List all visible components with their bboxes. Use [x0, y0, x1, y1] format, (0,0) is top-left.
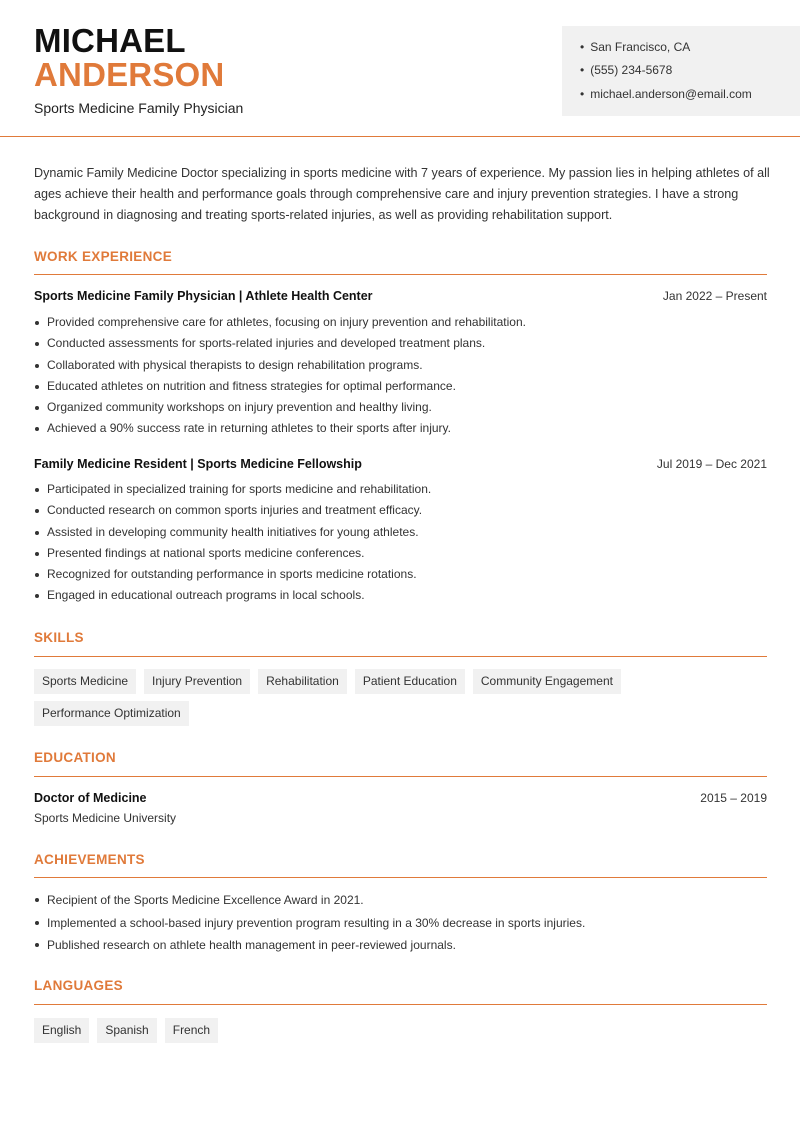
section-divider [34, 274, 767, 275]
job-bullet-list [34, 312, 526, 440]
list-item: Educated athletes on nutrition and fitness strategies for optimal performance. [34, 376, 526, 397]
languages-row [34, 1018, 218, 1043]
skill-chip: Sports Medicine [34, 669, 136, 694]
skills-row [34, 669, 621, 694]
list-item: Presented findings at national sports medicine conferences. [34, 543, 431, 564]
education-dates: 2015 – 2019 [700, 791, 767, 805]
education-school: Sports Medicine University [34, 811, 177, 825]
skill-chip: Community Engagement [473, 669, 621, 694]
first-name: MICHAEL [34, 22, 186, 59]
section-divider [34, 656, 767, 657]
list-item: Conducted research on common sports injuries and treatment efficacy. [34, 500, 431, 521]
list-item: Recipient of the Sports Medicine Excellence Award in 2021. [34, 889, 585, 912]
section-title-work: WORK EXPERIENCE [34, 249, 173, 264]
list-item: Organized community workshops on injury prevention and healthy living. [34, 397, 526, 418]
resume-header [0, 0, 800, 137]
skill-chip: Rehabilitation [258, 669, 347, 694]
list-item: Engaged in educational outreach programs in local schools. [34, 585, 431, 606]
contact-email[interactable]: • michael.anderson@email.com [580, 87, 752, 101]
job-bullet-list [34, 479, 431, 607]
section-divider [34, 877, 767, 878]
achievements-list [34, 889, 585, 957]
language-chip: Spanish [97, 1018, 156, 1043]
list-item: Published research on athlete health management in peer-reviewed journals. [34, 934, 585, 957]
list-item: Provided comprehensive care for athletes, focusing on injury prevention and rehabilitation. [34, 312, 526, 333]
section-title-education: EDUCATION [34, 750, 116, 765]
contact-box [562, 26, 800, 116]
section-title-achievements: ACHIEVEMENTS [34, 852, 145, 867]
section-divider [34, 776, 767, 777]
profile-summary: Dynamic Family Medicine Doctor specializing in sports medicine with 7 years of experience. My passion lies in helping athletes of all ages achieve their health and performance goals through comprehensive care and injury prevention strategies. I have a strong background in diagnosing and treating sports-related injuries, as well as providing rehabilitation support. [34, 166, 770, 222]
job-dates: Jul 2019 – Dec 2021 [656, 457, 767, 471]
list-item: Participated in specialized training for sports medicine and rehabilitation. [34, 479, 431, 500]
skill-chip: Injury Prevention [144, 669, 250, 694]
list-item: Conducted assessments for sports-related injuries and developed treatment plans. [34, 333, 526, 354]
language-chip: French [165, 1018, 218, 1043]
contact-phone: • (555) 234-5678 [580, 63, 672, 77]
job-title: Sports Medicine Family Physician [34, 100, 244, 116]
skill-chip: Performance Optimization [34, 701, 189, 726]
contact-location: • San Francisco, CA [580, 40, 690, 54]
education-degree: Doctor of Medicine [34, 791, 147, 805]
job-heading: Sports Medicine Family Physician | Athlete Health Center [34, 289, 373, 303]
language-chip: English [34, 1018, 89, 1043]
list-item: Recognized for outstanding performance in sports medicine rotations. [34, 564, 431, 585]
section-divider [34, 1004, 767, 1005]
job-dates: Jan 2022 – Present [662, 289, 767, 303]
job-heading: Family Medicine Resident | Sports Medicine Fellowship [34, 457, 362, 471]
skills-row [34, 701, 189, 726]
section-title-languages: LANGUAGES [34, 978, 123, 993]
skill-chip: Patient Education [355, 669, 465, 694]
list-item: Achieved a 90% success rate in returning athletes to their sports after injury. [34, 418, 526, 439]
list-item: Assisted in developing community health initiatives for young athletes. [34, 522, 431, 543]
list-item: Collaborated with physical therapists to design rehabilitation programs. [34, 355, 526, 376]
last-name: ANDERSON [34, 56, 225, 93]
section-title-skills: SKILLS [34, 630, 84, 645]
list-item: Implemented a school-based injury prevention program resulting in a 30% decrease in sports injuries. [34, 912, 585, 935]
